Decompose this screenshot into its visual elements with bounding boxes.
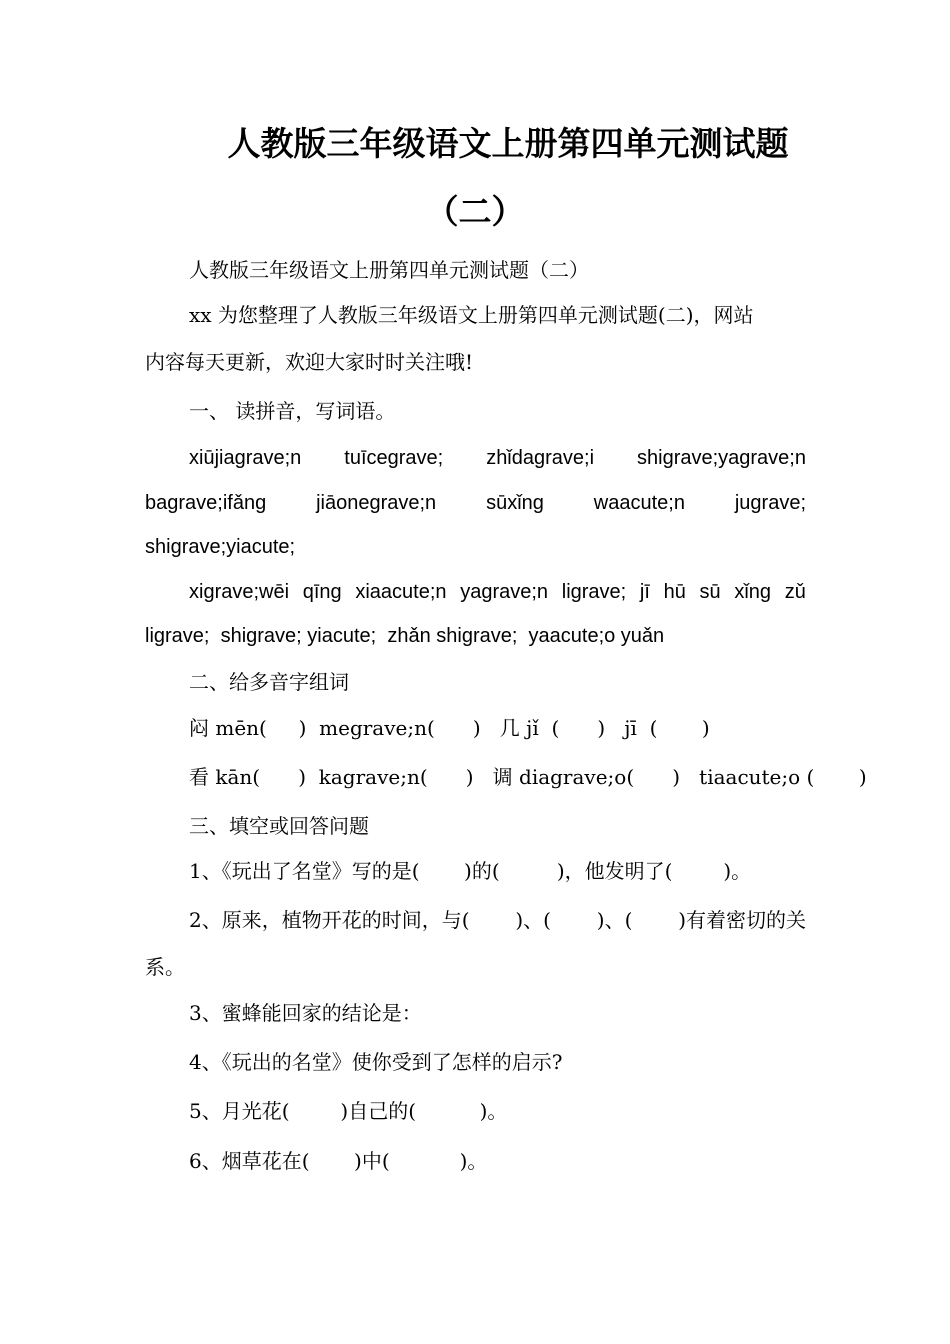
question-6: 6、烟草花在( )中( )。 [189,1149,488,1173]
pinyin-item: hū [663,581,686,603]
pinyin-item: bagrave;ifǎng [145,492,267,514]
subtitle: 人教版三年级语文上册第四单元测试题（二） [189,258,589,282]
pinyin-item: waacute;n [593,492,685,514]
pinyin-item: jī [639,581,650,603]
question-2-line [189,908,806,932]
document-title-part: （二） [425,192,525,231]
pinyin-row: ligrave; shigrave; yiacute; zhǎn shigrave; yaacute;o yuǎn [145,625,665,647]
pinyin-item: tuīcegrave; [344,447,444,469]
section-heading-1: 一、 读拼音，写词语。 [189,399,396,423]
pinyin-item: sū [699,581,721,603]
question-2-part: )、( [596,908,633,932]
pinyin-item: shigrave;yagrave;n [637,447,806,469]
pinyin-item: yagrave;n [460,581,549,603]
question-2-part: 2、原来，植物开花的时间，与( [189,908,470,932]
pinyin-item: qīng [302,581,342,603]
intro-paragraph-line: 内容每天更新，欢迎大家时时关注哦! [145,350,474,374]
question-2-part: )有着密切的关 [678,908,806,932]
pinyin-row [189,446,806,470]
question-4: 4、《玩出的名堂》使你受到了怎样的启示? [189,1050,563,1074]
pinyin-row [189,580,806,604]
intro-paragraph-line [189,303,806,327]
polyphone-row: 闷 mēn( ) megrave;n( ) 几 jǐ ( ) jī ( ) [189,716,710,740]
pinyin-row: shigrave;yiacute; [145,536,296,558]
pinyin-item: xiūjiagrave;n [189,447,302,469]
pinyin-item: xigrave;wēi [189,581,290,603]
section-heading-3: 三、填空或回答问题 [189,814,369,838]
pinyin-item: sūxǐng [486,492,544,514]
question-2-line: 系。 [145,955,185,979]
question-5: 5、月光花( )自己的( )。 [189,1099,508,1123]
question-1: 1、《玩出了名堂》写的是( )的( )，他发明了( )。 [189,859,752,883]
pinyin-item: ligrave; [561,581,627,603]
pinyin-item: xiaacute;n [355,581,447,603]
pinyin-item: jiāonegrave;n [316,492,437,514]
section-heading-2: 二、给多音字组词 [189,670,349,694]
document-title: 人教版三年级语文上册第四单元测试题 [227,124,789,163]
intro-text: xx 为您整理了人教版三年级语文上册第四单元测试题(二)，网站 [189,303,754,327]
polyphone-row: 看 kān( ) kagrave;n( ) 调 diagrave;o( ) tiaacute;o ( ) [189,765,867,789]
question-2-part: )、( [515,908,551,932]
pinyin-item: zhǐdagrave;i [486,447,595,469]
pinyin-item: xǐng [734,581,772,603]
pinyin-item: jugrave; [734,492,806,514]
pinyin-row [145,491,806,515]
pinyin-item: zǔ [784,581,806,603]
question-3: 3、蜜蜂能回家的结论是： [189,1001,422,1025]
